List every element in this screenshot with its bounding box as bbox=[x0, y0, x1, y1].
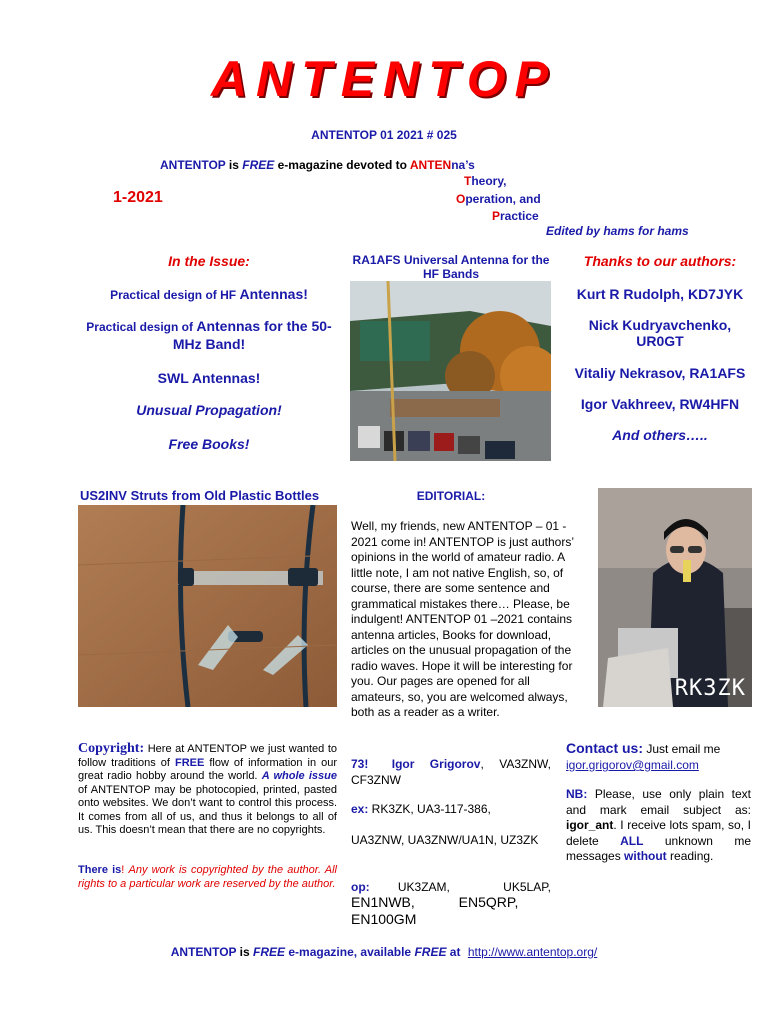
issue-item: Unusual Propagation! bbox=[136, 402, 282, 418]
nb-subject: igor_ant bbox=[566, 818, 614, 832]
sign-name: Igor Grigorov bbox=[391, 757, 481, 771]
issue-item bbox=[78, 286, 340, 304]
tagline-nas: na’s bbox=[451, 158, 475, 172]
nb-all: ALL bbox=[620, 833, 644, 848]
antenna-photo-image bbox=[350, 281, 551, 461]
portrait-image bbox=[598, 488, 752, 707]
sign-calls: , VA3ZNW, CF3ZNW bbox=[351, 757, 551, 787]
tagline-letter: P bbox=[492, 209, 501, 223]
editorial-signature bbox=[351, 757, 551, 788]
editorial-op bbox=[351, 880, 551, 928]
op-calls: UK3ZAM, UK5LAP, bbox=[397, 880, 551, 894]
contact-email-link[interactable]: igor.grigorov@gmail.com bbox=[566, 758, 699, 772]
issue-item-main: Antennas! bbox=[239, 286, 308, 302]
issue-number: ANTENTOP 01 2021 # 025 bbox=[311, 128, 457, 142]
footer-text: e-magazine, available bbox=[285, 945, 415, 959]
issue-item: SWL Antennas! bbox=[157, 370, 261, 386]
nb-without: without bbox=[624, 849, 667, 863]
tagline-antentop: ANTENTOP bbox=[160, 158, 226, 172]
issue-item-prefix: Practical design of bbox=[86, 320, 197, 334]
tagline bbox=[160, 158, 560, 172]
copyright-whole-issue: A whole issue bbox=[261, 770, 337, 782]
issue-heading: In the Issue: bbox=[168, 253, 250, 269]
sign-prefix: 73! bbox=[351, 757, 369, 771]
portrait-caption: RK3ZK bbox=[674, 676, 746, 701]
tagline-theory bbox=[464, 174, 506, 188]
contact-us bbox=[566, 740, 751, 773]
tagline-word: heory, bbox=[471, 174, 507, 188]
copyright-label: Copyright: bbox=[78, 741, 145, 756]
tagline-word: ractice bbox=[500, 209, 539, 223]
tagline-text: is bbox=[225, 158, 243, 172]
copyright-rights: Any work is copyrighted by the author. All rights to a particular work are reserved by the author. bbox=[78, 864, 338, 890]
tagline-anten: ANTEN bbox=[409, 158, 452, 172]
tagline-letter: O bbox=[456, 192, 466, 206]
magazine-logo: ANTENTOP bbox=[210, 51, 558, 107]
footer-site-link[interactable]: http://www.antentop.org/ bbox=[467, 945, 598, 959]
in-the-issue bbox=[78, 253, 340, 452]
struts-photo-image bbox=[78, 505, 337, 707]
antenna-photo bbox=[350, 281, 551, 461]
author-name: Vitaliy Nekrasov, RA1AFS bbox=[574, 365, 746, 381]
tagline-edited: Edited by hams for hams bbox=[546, 224, 689, 238]
authors-heading: Thanks to our authors: bbox=[583, 253, 737, 269]
tagline-word: peration, and bbox=[465, 192, 541, 206]
footer-free: FREE bbox=[414, 945, 447, 959]
author-name: Igor Vakhreev, RW4HFN bbox=[580, 396, 740, 412]
nb-text: unknown me messages bbox=[566, 833, 752, 863]
tagline-free: FREE bbox=[242, 158, 275, 172]
op-calls-2: EN1NWB, EN5QRP, EN100GM bbox=[351, 894, 519, 927]
footer-free: FREE bbox=[253, 945, 286, 959]
nb-text: . I receive lots spam, so, I delete bbox=[566, 818, 751, 848]
copyright-segment: ! bbox=[121, 864, 129, 876]
footer-antentop: ANTENTOP bbox=[170, 945, 237, 959]
footer-text: is bbox=[236, 945, 254, 959]
copyright-segment: flow of information in our great radio hobby around the world. bbox=[78, 756, 338, 782]
ex-calls: RK3ZK, UA3-117-386, bbox=[368, 802, 491, 816]
authors bbox=[570, 253, 750, 443]
issue-item bbox=[78, 318, 340, 354]
copyright-free: FREE bbox=[174, 756, 205, 769]
author-name: Kurt R Rudolph, KD7JYK bbox=[576, 286, 744, 302]
issue-item-prefix: Practical design of HF bbox=[110, 288, 240, 302]
editorial-text: Well, my friends, new ANTENTOP – 01 - 2021 come in! ANTENTOP is just authors’ opinions in the world of amateur radio. A little note, I am not native English, so, of course, there are some sentence and grammatical mistakes there… Please, be indulgent! ANTENTOP 01 –2021 contains antenna articles, Books for download, articles on the unusual propagation of the radio waves. Hope it will be interesting for you. Our pages are opened for all amateurs, so, you are welcomed always, both as a reader as a writer. bbox=[351, 519, 574, 719]
footer bbox=[0, 945, 768, 959]
tagline-letter: T bbox=[464, 174, 472, 188]
tagline-practice bbox=[492, 209, 539, 223]
copyright-there-is: There is bbox=[78, 864, 122, 876]
contact-text: Just email me bbox=[643, 742, 721, 756]
nb-label: NB: bbox=[566, 787, 588, 801]
issue-item: Free Books! bbox=[168, 436, 250, 452]
footer-text: at bbox=[446, 945, 464, 959]
copyright-text bbox=[78, 742, 337, 838]
copyright-notice bbox=[78, 864, 337, 891]
issue-item-main: Antennas for the 50-MHz Band! bbox=[172, 318, 332, 352]
tagline-text: e-magazine devoted to bbox=[274, 158, 410, 172]
nb-text: Please, use only plain text and mark email subject as: bbox=[566, 787, 751, 817]
editorial-ex-calls: UA3ZNW, UA3ZNW/UA1N, UZ3ZK bbox=[351, 833, 539, 847]
editorial-ex bbox=[351, 802, 551, 818]
struts-title: US2INV Struts from Old Plastic Bottles bbox=[80, 488, 320, 503]
tagline-operation bbox=[456, 192, 541, 206]
portrait-photo bbox=[598, 488, 752, 707]
copyright-segment: of ANTENTOP may be photocopied, printed, pasted onto websites. We don’t want to control this process. It comes from all of us, and thus it belongs to all of us. This doesn’t mean that there are no copyrights. bbox=[78, 783, 337, 836]
author-name: And others….. bbox=[612, 427, 708, 443]
issue-date: 1-2021 bbox=[113, 189, 163, 206]
editorial-heading: EDITORIAL: bbox=[416, 489, 486, 503]
contact-label: Contact us: bbox=[566, 740, 643, 756]
feature-title: RA1AFS Universal Antenna for the HF Bands bbox=[352, 253, 550, 281]
struts-photo bbox=[78, 505, 337, 707]
contact-nb bbox=[566, 787, 751, 865]
copyright-segment: Here at ANTENTOP we just wanted to follow traditions of bbox=[78, 743, 337, 769]
author-name: Nick Kudryavchenko, UR0GT bbox=[588, 317, 732, 349]
op-label: op: bbox=[351, 880, 370, 894]
ex-label: ex: bbox=[351, 802, 369, 816]
nb-text: reading. bbox=[666, 849, 714, 863]
